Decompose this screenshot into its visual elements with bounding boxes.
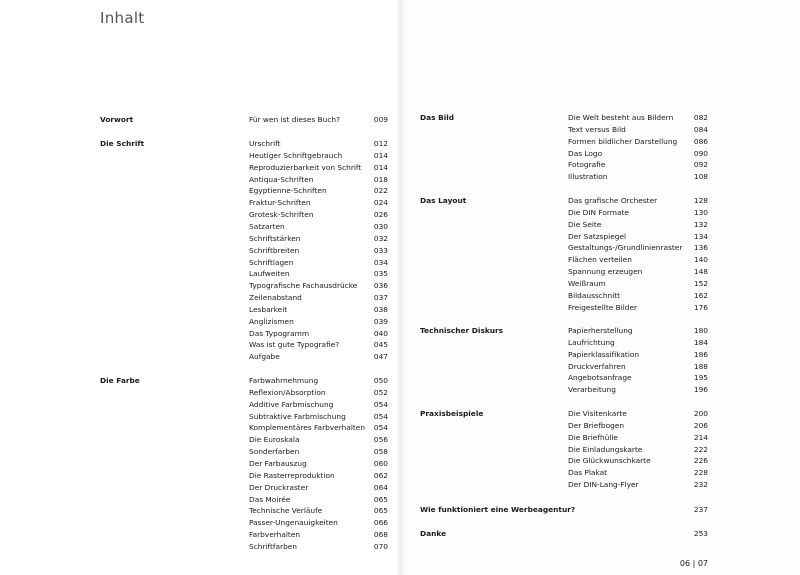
entry-title: Für wen ist dieses Buch? (249, 115, 341, 124)
entry-page-number: 162 (693, 290, 708, 300)
entry-page-number: 232 (693, 480, 708, 490)
entry-title: Die DIN Formate (568, 207, 629, 217)
toc-entry (568, 385, 708, 397)
entry-title: Fotografie (568, 160, 606, 170)
entry-title: Formen bildlicher Darstellung (568, 136, 678, 146)
entry-title: Spannung erzeugen (568, 267, 643, 277)
entry-page-number: 065 (373, 494, 388, 504)
toc-entry (249, 471, 388, 483)
entry-title: Technische Verläufe (249, 506, 323, 516)
section-title: Das Layout (420, 196, 467, 205)
entry-page-number: 180 (693, 326, 708, 335)
entry-page-number: 226 (693, 456, 708, 466)
entry-page-number: 047 (373, 352, 388, 362)
toc-entry (249, 388, 388, 400)
toc-entry (568, 445, 708, 457)
entry-page-number: 140 (693, 255, 708, 265)
entry-title: Die Glückwunschkarte (568, 456, 651, 466)
toc-entry (249, 151, 388, 163)
entry-title: Satzarten (249, 221, 285, 231)
toc-entry (568, 456, 708, 468)
entry-title: Aufgabe (249, 352, 280, 362)
entry-title: Urschrift (249, 139, 281, 148)
toc-entry (249, 293, 388, 305)
entry-page-number: 033 (373, 245, 388, 255)
toc-entry (568, 267, 708, 279)
toc-entry (568, 480, 708, 492)
section-title: Wie funktioniert eine Werbeagentur? (420, 505, 576, 514)
entry-page-number: 092 (693, 160, 708, 170)
entry-page-number: 054 (373, 411, 388, 421)
entry-page-number: 065 (373, 506, 388, 516)
entry-title: Lesbarkeit (249, 304, 288, 314)
entry-page-number: 070 (373, 541, 388, 551)
entry-title: Der Satzspiegel (568, 231, 627, 241)
entry-page-number: 237 (693, 505, 708, 514)
toc-entry (568, 362, 708, 374)
entry-page-number: 228 (693, 468, 708, 478)
toc-entry (568, 433, 708, 445)
toc-entry (568, 421, 708, 433)
entry-page-number: 195 (693, 373, 708, 383)
entry-title: Typografische Fachausdrücke (249, 281, 358, 291)
toc-entry (249, 506, 388, 518)
entry-title: Das Typogramm (249, 328, 310, 338)
toc-entry (568, 303, 708, 315)
toc-entry (249, 352, 388, 364)
toc-entry (568, 172, 708, 184)
toc-entry (249, 210, 388, 222)
entry-title: Schriftstärken (249, 233, 301, 243)
entry-title: Additive Farbmischung (249, 399, 334, 409)
entry-page-number: 068 (373, 530, 388, 540)
entry-page-number: 214 (693, 432, 708, 442)
section-title: Das Bild (420, 113, 455, 122)
entry-page-number: 056 (373, 435, 388, 445)
toc-entry (568, 373, 708, 385)
entry-page-number: 134 (693, 231, 708, 241)
entry-page-number: 132 (693, 219, 708, 229)
toc-entry (249, 317, 388, 329)
entry-title: Farbwahrnehmung (249, 376, 319, 385)
toc-entry (249, 340, 388, 352)
entry-title: Die Visitenkarte (568, 409, 627, 418)
toc-entry (568, 208, 708, 220)
toc-entry (249, 139, 388, 151)
entry-page-number: 034 (373, 257, 388, 267)
entry-page-number: 200 (693, 409, 708, 418)
entry-page-number: 030 (373, 221, 388, 231)
entry-title: Das Logo (568, 148, 603, 158)
entry-title: Heutiger Schriftgebrauch (249, 150, 343, 160)
entry-page-number: 035 (373, 269, 388, 279)
entry-page-number: 084 (693, 124, 708, 134)
entry-page-number: 130 (693, 207, 708, 217)
entry-title: Egyptienne-Schriften (249, 186, 327, 196)
toc-entry (249, 400, 388, 412)
entry-page-number: 196 (693, 385, 708, 395)
entry-page-number: 024 (373, 198, 388, 208)
entry-page-number: 222 (693, 444, 708, 454)
entry-title: Schriftbreiten (249, 245, 300, 255)
entry-title: Komplementäres Farbverhalten (249, 423, 366, 433)
toc-entry (568, 149, 708, 161)
toc-entry (420, 529, 708, 541)
entry-page-number: 082 (693, 113, 708, 122)
entry-page-number: 054 (373, 399, 388, 409)
entry-page-number: 184 (693, 337, 708, 347)
toc-entry (249, 423, 388, 435)
entry-title: Schriftfarben (249, 541, 297, 551)
entry-page-number: 050 (373, 376, 388, 385)
entry-page-number: 052 (373, 387, 388, 397)
toc-entry (568, 196, 708, 208)
entry-title: Weißraum (568, 278, 606, 288)
entry-page-number: 036 (373, 281, 388, 291)
toc-entry (568, 243, 708, 255)
entry-title: Fraktur-Schriften (249, 198, 311, 208)
toc-entry (249, 329, 388, 341)
entry-title: Zeilenabstand (249, 293, 302, 303)
entry-page-number: 037 (373, 293, 388, 303)
entry-title: Die Rasterreproduktion (249, 470, 335, 480)
toc-entry (249, 435, 388, 447)
entry-page-number: 060 (373, 458, 388, 468)
entry-page-number: 128 (693, 196, 708, 205)
entry-page-number: 045 (373, 340, 388, 350)
entry-page-number: 054 (373, 423, 388, 433)
entry-title: Farbverhalten (249, 530, 301, 540)
entry-title: Papierherstellung (568, 326, 633, 335)
entry-page-number: 018 (373, 174, 388, 184)
entry-page-number: 176 (693, 302, 708, 312)
toc-entry (249, 198, 388, 210)
entry-title: Der Briefbogen (568, 420, 625, 430)
toc-entry (249, 459, 388, 471)
entry-title: Die Einladungskarte (568, 444, 643, 454)
entry-page-number: 253 (693, 529, 708, 538)
entry-title: Subtraktive Farbmischung (249, 411, 346, 421)
section-title: Die Schrift (100, 139, 145, 148)
entry-page-number: 026 (373, 210, 388, 220)
entry-title: Flächen verteilen (568, 255, 632, 265)
entry-page-number: 014 (373, 162, 388, 172)
toc-entry (568, 338, 708, 350)
toc-entry (568, 350, 708, 362)
toc-entry (249, 186, 388, 198)
entry-title: Der DIN-Lang-Flyer (568, 480, 639, 490)
toc-entry (568, 160, 708, 172)
entry-page-number: 066 (373, 518, 388, 528)
entry-title: Reproduzierbarkeit von Schrift (249, 162, 362, 172)
entry-page-number: 032 (373, 233, 388, 243)
toc-entry (568, 232, 708, 244)
entry-page-number: 064 (373, 482, 388, 492)
book-gutter (396, 0, 404, 575)
entry-page-number: 188 (693, 361, 708, 371)
entry-page-number: 038 (373, 304, 388, 314)
section-title: Danke (420, 529, 447, 538)
toc-entry (249, 518, 388, 530)
entry-title: Das Plakat (568, 468, 608, 478)
page-numbers: 06 | 07 (679, 559, 708, 568)
section-title: Vorwort (100, 115, 134, 124)
entry-page-number: 152 (693, 278, 708, 288)
page-title: Inhalt (100, 9, 145, 27)
toc-entry (249, 447, 388, 459)
entry-title: Illustration (568, 172, 608, 182)
entry-page-number: 206 (693, 420, 708, 430)
entry-title: Reflexion/Absorption (249, 387, 326, 397)
toc-entry (249, 246, 388, 258)
toc-entry (249, 412, 388, 424)
entry-page-number: 012 (373, 139, 388, 148)
entry-page-number: 148 (693, 267, 708, 277)
entry-title: Angebotsanfrage (568, 373, 632, 383)
toc-entry (420, 505, 708, 517)
entry-title: Laufweiten (249, 269, 290, 279)
entry-title: Der Druckraster (249, 482, 309, 492)
entry-title: Sonderfarben (249, 447, 300, 457)
entry-page-number: 058 (373, 447, 388, 457)
toc-entry (568, 279, 708, 291)
toc-entry (568, 468, 708, 480)
entry-title: Text versus Bild (568, 124, 626, 134)
toc-entry (249, 530, 388, 542)
entry-page-number: 186 (693, 349, 708, 359)
toc-entry (249, 376, 388, 388)
entry-title: Passer-Ungenauigkeiten (249, 518, 338, 528)
entry-title: Die Welt besteht aus Bildern (568, 113, 674, 122)
section-title: Technischer Diskurs (420, 326, 504, 335)
entry-page-number: 090 (693, 148, 708, 158)
entry-page-number: 108 (693, 172, 708, 182)
toc-entry (568, 125, 708, 137)
toc-entry (249, 222, 388, 234)
toc-entry (249, 542, 388, 554)
toc-entry (249, 281, 388, 293)
entry-page-number: 009 (373, 115, 388, 124)
toc-entry (249, 495, 388, 507)
entry-page-number: 022 (373, 186, 388, 196)
entry-title: Die Briefhülle (568, 432, 618, 442)
toc-entry (568, 220, 708, 232)
entry-title: Laufrichtung (568, 337, 615, 347)
entry-page-number: 014 (373, 150, 388, 160)
entry-title: Die Euroskala (249, 435, 300, 445)
entry-title: Freigestellte Bilder (568, 302, 638, 312)
toc-entry (249, 483, 388, 495)
toc-entry (568, 291, 708, 303)
toc-entry (249, 175, 388, 187)
entry-title: Die Seite (568, 219, 602, 229)
toc-entry (249, 305, 388, 317)
entry-title: Gestaltungs-/Grundlinienraster (568, 243, 683, 253)
toc-entry (568, 409, 708, 421)
toc-entry (249, 234, 388, 246)
entry-title: Das Moirée (249, 494, 291, 504)
toc-entry (249, 258, 388, 270)
toc-entry (568, 255, 708, 267)
entry-title: Der Farbauszug (249, 458, 307, 468)
entry-title: Anglizismen (249, 316, 294, 326)
entry-title: Grotesk-Schriften (249, 210, 314, 220)
toc-entry (568, 113, 708, 125)
entry-title: Was ist gute Typografie? (249, 340, 340, 350)
section-title: Praxisbeispiele (420, 409, 484, 418)
section-title: Die Farbe (100, 376, 140, 385)
entry-title: Verarbeitung (568, 385, 616, 395)
entry-title: Antiqua-Schriften (249, 174, 314, 184)
entry-title: Papierklassifikation (568, 349, 640, 359)
entry-page-number: 040 (373, 328, 388, 338)
toc-entry (249, 269, 388, 281)
entry-page-number: 062 (373, 470, 388, 480)
entry-title: Druckverfahren (568, 361, 626, 371)
entry-title: Das grafische Orchester (568, 196, 658, 205)
entry-page-number: 086 (693, 136, 708, 146)
entry-page-number: 039 (373, 316, 388, 326)
entry-title: Schriftlagen (249, 257, 294, 267)
toc-entry (249, 115, 388, 127)
toc-entry (568, 326, 708, 338)
right-page (400, 0, 800, 575)
entry-title: Bildausschnitt (568, 290, 621, 300)
entry-page-number: 136 (693, 243, 708, 253)
toc-entry (568, 137, 708, 149)
toc-entry (249, 163, 388, 175)
